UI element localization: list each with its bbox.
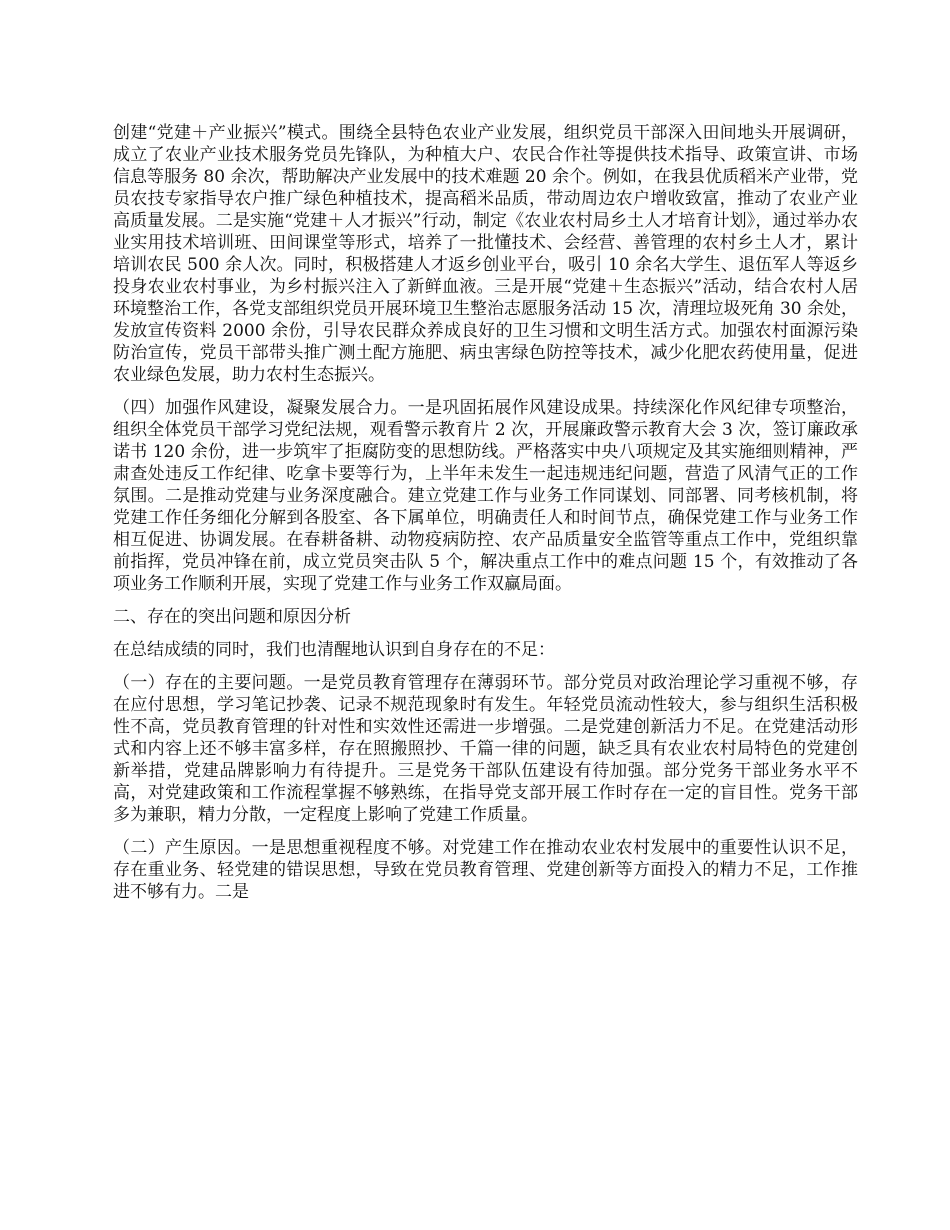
paragraph-party-building-industry: 创建“党建＋产业振兴”模式。围绕全县特色农业产业发展，组织党员干部深入田间地头开展调研，成立了农业产业技术服务党员先锋队，为种植大户、农民合作社等提供技术指导、政策宣讲、市场信息等服务 80 余次，帮助解决产业发展中的技术难题 20 余个。例如，在我县优质稻米产业带，党员农技专家指导农户推广绿色种植技术，提高稻米品质，带动周边农户增收致富，推动了农业产业高质量发展。二是实施“党建＋人才振兴”行动，制定《农业农村局乡土人才培育计划》，通过举办农业实用技术培训班、田间课堂等形式，培养了一批懂技术、会经营、善管理的农村乡土人才，累计培训农民 500 余人次。同时，积极搭建人才返乡创业平台，吸引 10 余名大学生、退伍军人等返乡投身农业农村事业，为乡村振兴注入了新鲜血液。三是开展“党建＋生态振兴”活动，结合农村人居环境整治工作，各党支部组织党员开展环境卫生整治志愿服务活动 15 次，清理垃圾死角 30 余处，发放宣传资料 2000 余份，引导农民群众养成良好的卫生习惯和文明生活方式。加强农村面源污染防治宣传，党员干部带头推广测土配方施肥、病虫害绿色防控等技术，减少化肥农药使用量，促进农业绿色发展，助力农村生态振兴。 (113, 123, 858, 385)
paragraph-work-style: （四）加强作风建设，凝聚发展合力。一是巩固拓展作风建设成果。持续深化作风纪律专项整治，组织全体党员干部学习党纪法规，观看警示教育片 2 次，开展廉政警示教育大会 3 次，签订廉政承诺书 120 余份，进一步筑牢了拒腐防变的思想防线。严格落实中央八项规定及其实施细则精神，严肃查处违反工作纪律、吃拿卡要等行为，上半年未发生一起违规违纪问题，营造了风清气正的工作氛围。二是推动党建与业务深度融合。建立党建工作与业务工作同谋划、同部署、同考核机制，将党建工作任务细化分解到各股室、各下属单位，明确责任人和时间节点，确保党建工作与业务工作相互促进、协调发展。在春耕备耕、动物疫病防控、农产品质量安全监管等重点工作中，党组织靠前指挥，党员冲锋在前，成立党员突击队 5 个，解决重点工作中的难点问题 15 个，有效推动了各项业务工作顺利开展，实现了党建工作与业务工作双赢局面。 (113, 398, 858, 594)
paragraph-intro-shortcomings: 在总结成绩的同时，我们也清醒地认识到自身存在的不足： (113, 640, 555, 660)
document-page (113, 122, 858, 914)
paragraph-main-problems: （一）存在的主要问题。一是党员教育管理存在薄弱环节。部分党员对政治理论学习重视不够，存在应付思想，学习笔记抄袭、记录不规范现象时有发生。年轻党员流动性较大，参与组织生活积极性不高，党员教育管理的针对性和实效性还需进一步增强。二是党建创新活力不足。在党建活动形式和内容上还不够丰富多样，存在照搬照抄、千篇一律的问题，缺乏具有农业农村局特色的党建创新举措，党建品牌影响力有待提升。三是党务干部队伍建设有待加强。部分党务干部业务水平不高，对党建政策和工作流程掌握不够熟练，在指导党支部开展工作时存在一定的盲目性。党务干部多为兼职，精力分散，一定程度上影响了党建工作质量。 (113, 673, 858, 825)
section-heading-problems: 二、存在的突出问题和原因分析 (113, 607, 351, 627)
paragraph-causes: （二）产生原因。一是思想重视程度不够。对党建工作在推动农业农村发展中的重要性认识不足，存在重业务、轻党建的错误思想，导致在党员教育管理、党建创新等方面投入的精力不足，工作推进不够有力。二是 (113, 838, 858, 902)
